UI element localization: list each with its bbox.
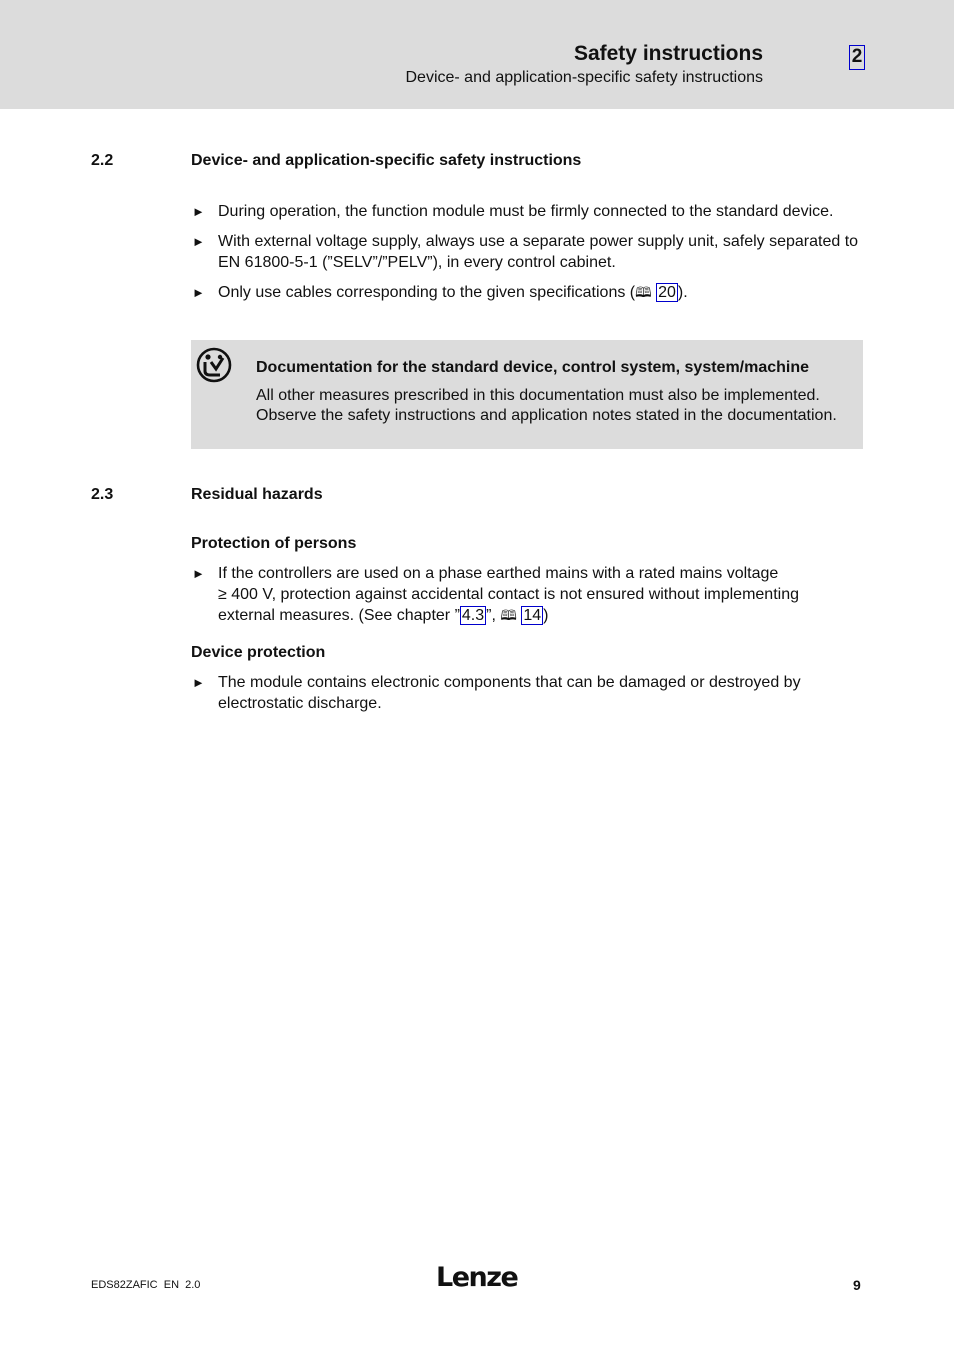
list-item: ► If the controllers are used on a phase earthed mains with a rated mains voltage ≥ 400 V, protection against accidental contact is not ensured without implementing external measures. (See chapter ” 4.3 ”, 🕮 14 ) [192, 565, 799, 624]
book-icon: 🕮 [500, 607, 517, 623]
bullet-arrow-icon: ► [192, 675, 205, 690]
list-item: ► During operation, the function module must be firmly connected to the standard device. [192, 203, 834, 220]
section-title-2-2: Device- and application-specific safety instructions [191, 152, 582, 169]
page-number: 9 [853, 1277, 861, 1293]
page-link-20[interactable]: 20 [658, 284, 676, 301]
list-item: ► The module contains electronic components that can be damaged or destroyed by electrostatic discharge. [192, 674, 801, 712]
protection-of-persons-heading: Protection of persons [191, 535, 357, 552]
bullet-arrow-icon: ► [192, 285, 205, 300]
device-bullet-list [191, 672, 863, 723]
bullet-arrow-icon: ► [192, 204, 205, 219]
book-icon: 🕮 [635, 284, 652, 300]
section-title-2-3: Residual hazards [191, 486, 323, 503]
safety-bullet-list [191, 201, 863, 312]
list-item: ► Only use cables corresponding to the given specifications (🕮 20 ). [192, 284, 688, 301]
chapter-link-4-3[interactable]: 4.3 [461, 607, 485, 624]
lenze-logo: Lenze [436, 1262, 518, 1293]
bullet-arrow-icon: ► [192, 566, 205, 581]
device-protection-heading: Device protection [191, 644, 326, 661]
bullet-arrow-icon: ► [192, 234, 205, 249]
documentation-note [191, 340, 863, 449]
page-header [0, 0, 954, 109]
documentation-note-icon [196, 347, 232, 383]
note-title: Documentation for the standard device, control system, system/machine [256, 359, 810, 376]
section-number-2-3: 2.3 [91, 486, 114, 503]
page-link-14[interactable]: 14 [523, 607, 542, 624]
note-body: All other measures prescribed in this documentation must also be implemented. Observe the safety instructions and application notes stated in the documentation. [256, 387, 837, 424]
persons-bullet-list [191, 563, 863, 635]
list-item: ► With external voltage supply, always use a separate power supply unit, safely separated to EN 61800-5-1 (”SELV”/”PELV”), in every control cabinet. [192, 233, 859, 271]
section-number-2-2: 2.2 [91, 152, 114, 169]
header-title: Safety instructions [573, 42, 763, 65]
chapter-link[interactable]: 2 [849, 45, 865, 70]
footer-document-id: EDS82ZAFIC EN 2.0 [91, 1279, 201, 1291]
header-subtitle: Device- and application-specific safety instructions [405, 69, 763, 86]
